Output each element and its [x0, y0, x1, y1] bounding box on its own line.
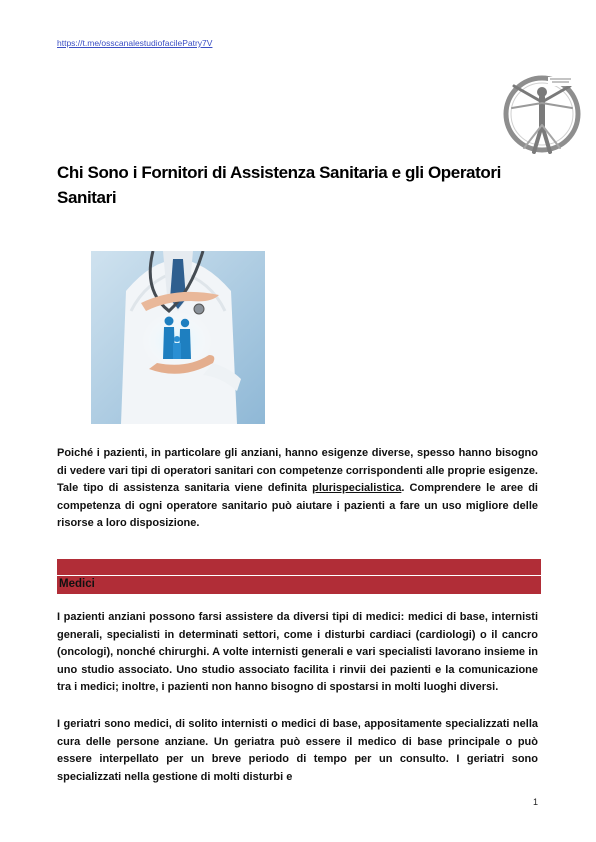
plurispecialistica-term: plurispecialistica — [312, 482, 402, 495]
medici-paragraph: I pazienti anziani possono farsi assistere da diversi tipi di medici: medici di base, internisti generali, specialisti in determinati settori, come i disturbi cardiaci (cardiologi) o il cancro (oncologi), nonché chirurghi. A volte internisti generali e vari specialisti lavorano insieme in uno studio associato. Uno studio associato facilita i rinvii dei pazienti e la comunicazione tra i medici; inoltre, i pazienti non hanno bisogno di spostarsi in molti luoghi diversi. — [57, 611, 538, 694]
intro-text-after: . Comprendere le aree di competenza di ogni operatore sanitario può aiutare i pazienti a fare un uso migliore delle risorse a loro disposizione. — [57, 482, 538, 530]
geriatri-paragraph: I geriatri sono medici, di solito internisti o medici di base, appositamente specializzati nella cura delle persone anziane. Un geriatra può essere il medico di base principale o può essere interpellato per un breve periodo di tempo per un consulto. I geriatri sono specializzati nella gestione di molti disturbi e — [57, 718, 538, 783]
section-heading-bar — [57, 576, 541, 594]
intro-paragraph — [57, 445, 538, 533]
intro-text-before: Poiché i pazienti, in particolare gli anziani, hanno esigenze diverse, spesso hanno bisogno di vedere vari tipi di operatori sanitari con competenze corrispondenti alle proprie esigenze. Tale tipo di assistenza sanitaria viene definita — [57, 447, 538, 495]
section-heading: Medici — [59, 578, 95, 590]
section-divider-bar — [57, 559, 541, 575]
page-title: Chi Sono i Fornitori di Assistenza Sanitaria e gli Operatori Sanitari — [57, 163, 501, 207]
page-number: 1 — [533, 797, 539, 807]
doctor-protecting-family-photo-icon — [91, 251, 265, 424]
telegram-link[interactable]: https://t.me/osscanalestudiofacilePatry7V — [57, 38, 213, 48]
vitruvian-figure-logo-icon — [498, 68, 586, 160]
